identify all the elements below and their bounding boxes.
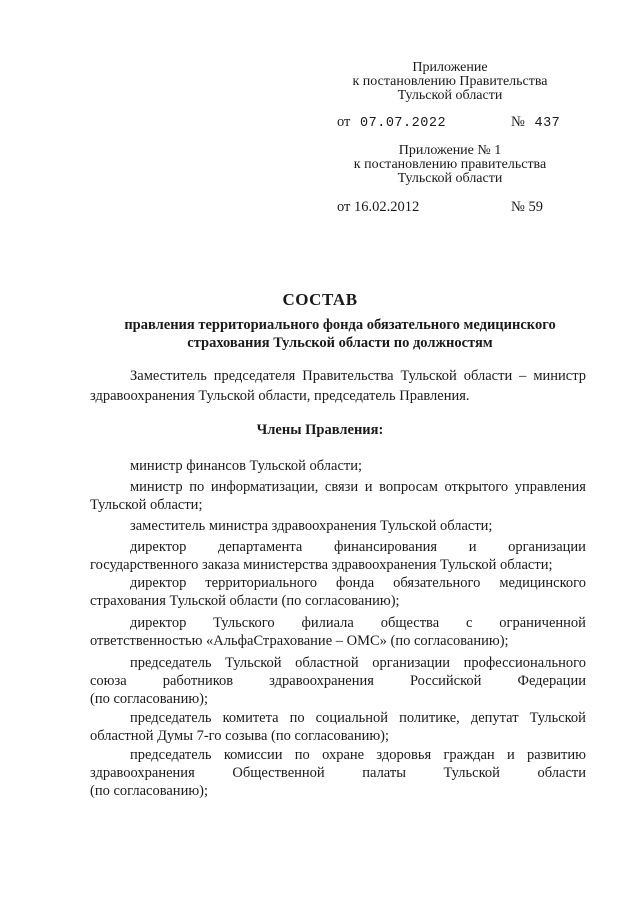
decree-date-line (337, 114, 446, 131)
appendix-header (335, 61, 565, 103)
appendix1-label: Приложение № 1 (398, 143, 502, 158)
chairman-line1: Заместитель председателя Правительства Тульской области – министр (130, 368, 586, 384)
date-prefix: от (337, 114, 351, 130)
document-title: СОСТАВ (282, 290, 358, 309)
member-line: государственного заказа министерства здравоохранения Тульской области; (90, 557, 553, 573)
document-subtitle-line2: страхования Тульской области по должностям (187, 335, 493, 351)
member-line: министр по информатизации, связи и вопросам открытого управления (130, 479, 586, 495)
member-item (90, 517, 586, 535)
member-item (90, 574, 586, 610)
member-line: министр финансов Тульской области; (130, 458, 363, 474)
appendix1-region: Тульской области (397, 171, 503, 186)
appendix-label: Приложение (412, 60, 488, 75)
member-line: директор Тульского филиала общества с ограниченной (130, 615, 586, 631)
appendix-region: Тульской области (397, 88, 503, 103)
old-decree-date: от 16.02.2012 (337, 199, 420, 215)
member-item (90, 538, 586, 574)
member-item (90, 614, 586, 650)
member-line: председатель комитета по социальной политике, депутат Тульской (130, 710, 586, 726)
member-line: (по согласованию); (90, 783, 209, 799)
member-line: страхования Тульской области (по согласованию); (90, 593, 400, 609)
appendix1-decree: к постановлению правительства (353, 157, 547, 172)
member-line: ответственностью «АльфаСтрахование – ОМС» (по согласованию); (90, 633, 509, 649)
member-line: (по согласованию); (90, 691, 209, 707)
chairman-paragraph (90, 366, 586, 406)
member-line: областной Думы 7-го созыва (по согласованию); (90, 728, 390, 744)
member-item (90, 654, 586, 708)
document-subtitle-line1: правления территориального фонда обязательного медицинского (124, 317, 556, 333)
member-item (90, 746, 586, 800)
member-line: директор территориального фонда обязательного медицинского (130, 575, 586, 591)
member-line: здравоохранения Общественной палаты Тульской области (90, 765, 586, 781)
member-line: председатель комиссии по охране здоровья граждан и развитию (130, 747, 586, 763)
appendix-decree: к постановлению Правительства (352, 74, 548, 89)
member-item (90, 478, 586, 514)
decree-date: 07.07.2022 (360, 116, 447, 131)
old-decree-number: № 59 (511, 199, 543, 215)
chairman-line2: здравоохранения Тульской области, председатель Правления. (90, 388, 470, 404)
decree-number-line (511, 114, 560, 131)
member-item (90, 709, 586, 745)
decree-number: 437 (534, 116, 561, 131)
members-heading: Члены Правления: (256, 422, 384, 438)
member-item (90, 457, 586, 475)
member-line: Тульской области; (90, 497, 203, 513)
appendix1-header (335, 144, 565, 186)
member-line: союза работников здравоохранения Российской Федерации (90, 673, 586, 689)
member-line: председатель Тульской областной организации профессионального (130, 655, 586, 671)
member-line: заместитель министра здравоохранения Тульской области; (130, 518, 493, 534)
number-prefix: № (511, 114, 525, 130)
member-line: директор департамента финансирования и организации (130, 539, 586, 555)
